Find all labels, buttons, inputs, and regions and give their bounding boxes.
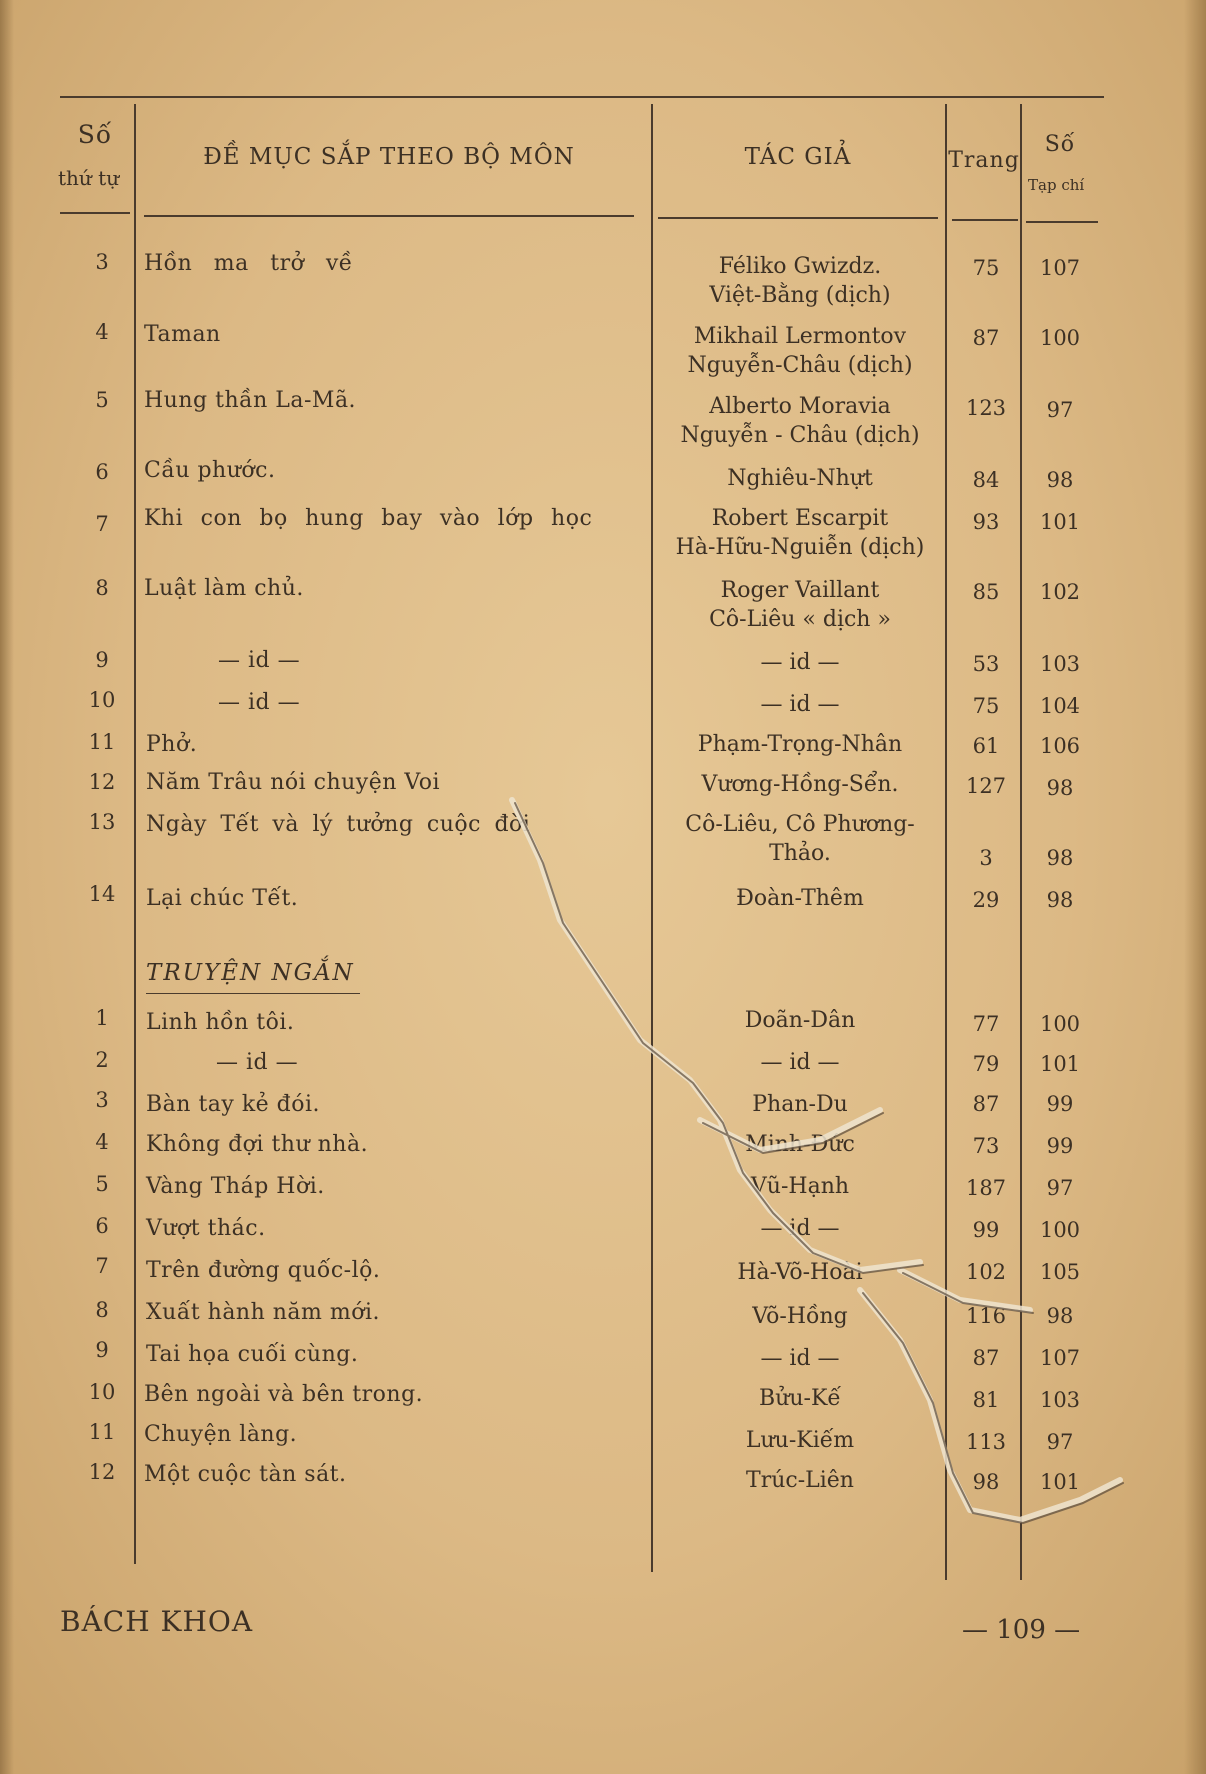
row-page: 127 bbox=[965, 774, 1007, 798]
row-author: Doãn-Dân bbox=[744, 1008, 856, 1033]
row-number: 4 bbox=[95, 1130, 109, 1154]
row-number: 11 bbox=[88, 1420, 116, 1444]
row-page: 75 bbox=[972, 256, 1000, 280]
row-title: Một cuộc tàn sát. bbox=[144, 1462, 347, 1487]
row-number: 10 bbox=[88, 1380, 116, 1404]
row-page: 87 bbox=[972, 1092, 1000, 1116]
row-author: Nghiêu-Nhựt bbox=[727, 466, 873, 491]
row-issue: 98 bbox=[1046, 846, 1074, 870]
row-issue: 102 bbox=[1039, 580, 1081, 604]
row-page: 29 bbox=[972, 888, 1000, 912]
row-author: — id — bbox=[760, 692, 840, 717]
row-author: Bửu-Kế bbox=[759, 1386, 841, 1411]
row-author: — id — bbox=[760, 1216, 840, 1241]
row-number: 5 bbox=[95, 388, 109, 412]
row-issue: 103 bbox=[1039, 652, 1081, 676]
row-title: Cầu phước. bbox=[144, 458, 276, 483]
row-page: 102 bbox=[965, 1260, 1007, 1284]
row-issue: 107 bbox=[1039, 1346, 1081, 1370]
row-title: Khi con bọ hung bay vào lớp học bbox=[144, 506, 593, 531]
row-author: Vũ-Hạnh bbox=[750, 1174, 850, 1199]
row-author: Phạm-Trọng-Nhân bbox=[697, 732, 903, 757]
row-issue: 100 bbox=[1039, 326, 1081, 350]
row-number: 9 bbox=[95, 1338, 109, 1362]
row-page: 113 bbox=[965, 1430, 1007, 1454]
row-issue: 101 bbox=[1039, 510, 1081, 534]
row-number: 12 bbox=[88, 1460, 116, 1484]
row-issue: 99 bbox=[1046, 1134, 1074, 1158]
row-title: Hung thần La-Mã. bbox=[144, 388, 357, 413]
row-number: 7 bbox=[95, 512, 109, 536]
magazine-name: BÁCH KHOA bbox=[60, 1605, 254, 1638]
row-title: Không đợi thư nhà. bbox=[146, 1132, 369, 1157]
row-author: Phan-Du bbox=[752, 1092, 848, 1117]
row-number: 4 bbox=[95, 320, 109, 344]
header-page-column: Trang bbox=[948, 148, 1020, 173]
row-page: 93 bbox=[972, 510, 1000, 534]
row-number: 10 bbox=[88, 688, 116, 712]
row-page: 87 bbox=[972, 1346, 1000, 1370]
row-title: — id — bbox=[216, 1050, 299, 1075]
row-author: Lưu-Kiếm bbox=[745, 1428, 855, 1453]
row-number: 6 bbox=[95, 1214, 109, 1238]
page-number: — 109 — bbox=[962, 1615, 1081, 1645]
row-title: Luật làm chủ. bbox=[144, 576, 304, 601]
row-author: Mikhail Lermontov Nguyễn-Châu (dịch) bbox=[687, 324, 913, 378]
row-page: 81 bbox=[972, 1388, 1000, 1412]
row-title: Bên ngoài và bên trong. bbox=[144, 1382, 424, 1407]
header-no-line2: thứ tự bbox=[58, 166, 120, 190]
row-number: 13 bbox=[88, 810, 116, 834]
row-author: Féliko Gwizdz. Việt-Bằng (dịch) bbox=[709, 254, 891, 308]
row-issue: 107 bbox=[1039, 256, 1081, 280]
row-number: 8 bbox=[95, 1298, 109, 1322]
row-author: Minh-Đức bbox=[745, 1132, 855, 1157]
row-author: Đoàn-Thêm bbox=[736, 886, 864, 911]
row-title: — id — bbox=[218, 690, 301, 715]
row-author: Roger Vaillant Cô-Liêu « dịch » bbox=[709, 578, 891, 632]
row-page: 77 bbox=[972, 1012, 1000, 1036]
header-issue-line1: Số bbox=[1044, 132, 1076, 157]
row-page: 123 bbox=[965, 396, 1007, 420]
row-author: Vương-Hồng-Sển. bbox=[701, 772, 899, 797]
row-number: 2 bbox=[95, 1048, 109, 1072]
row-title: Phở. bbox=[146, 732, 198, 757]
row-title: — id — bbox=[218, 648, 301, 673]
row-author: Cô-Liêu, Cô Phương- Thảo. bbox=[685, 812, 915, 866]
row-issue: 98 bbox=[1046, 776, 1074, 800]
row-page: 84 bbox=[972, 468, 1000, 492]
row-author: — id — bbox=[760, 1346, 840, 1371]
row-number: 12 bbox=[88, 770, 116, 794]
row-page: 187 bbox=[965, 1176, 1007, 1200]
row-title: Ngày Tết và lý tưởng cuộc đời bbox=[146, 812, 531, 837]
row-author: Võ-Hồng bbox=[752, 1304, 848, 1329]
row-number: 7 bbox=[95, 1254, 109, 1278]
row-issue: 98 bbox=[1046, 468, 1074, 492]
row-page: 85 bbox=[972, 580, 1000, 604]
row-number: 3 bbox=[95, 250, 109, 274]
row-title: Vượt thác. bbox=[146, 1216, 266, 1241]
header-author-column: TÁC GIẢ bbox=[744, 144, 852, 170]
row-title: Lại chúc Tết. bbox=[146, 886, 299, 911]
row-author: — id — bbox=[760, 1050, 840, 1075]
row-title: Tai họa cuối cùng. bbox=[146, 1342, 359, 1367]
row-issue: 97 bbox=[1046, 398, 1074, 422]
row-page: 3 bbox=[979, 846, 993, 870]
row-page: 75 bbox=[972, 694, 1000, 718]
row-number: 1 bbox=[95, 1006, 109, 1030]
row-author: Hà-Võ-Hoài bbox=[737, 1260, 863, 1285]
row-issue: 100 bbox=[1039, 1012, 1081, 1036]
row-issue: 98 bbox=[1046, 888, 1074, 912]
row-page: 73 bbox=[972, 1134, 1000, 1158]
row-issue: 105 bbox=[1039, 1260, 1081, 1284]
row-title: Vàng Tháp Hời. bbox=[146, 1174, 325, 1199]
row-title: Bàn tay kẻ đói. bbox=[146, 1092, 321, 1117]
row-number: 14 bbox=[88, 882, 116, 906]
row-issue: 101 bbox=[1039, 1052, 1081, 1076]
row-author: Alberto Moravia Nguyễn - Châu (dịch) bbox=[680, 394, 920, 448]
row-author: Robert Escarpit Hà-Hữu-Nguiễn (dịch) bbox=[675, 506, 925, 560]
row-issue: 99 bbox=[1046, 1092, 1074, 1116]
row-issue: 97 bbox=[1046, 1430, 1074, 1454]
section-heading: TRUYỆN NGẮN bbox=[146, 960, 355, 986]
row-title: Trên đường quốc-lộ. bbox=[146, 1258, 381, 1283]
row-issue: 106 bbox=[1039, 734, 1081, 758]
row-issue: 98 bbox=[1046, 1304, 1074, 1328]
header-issue-line2: Tạp chí bbox=[1028, 176, 1085, 194]
row-author: — id — bbox=[760, 650, 840, 675]
row-title: Taman bbox=[144, 322, 221, 347]
row-issue: 103 bbox=[1039, 1388, 1081, 1412]
row-page: 61 bbox=[972, 734, 1000, 758]
row-title: Linh hồn tôi. bbox=[146, 1010, 295, 1035]
row-page: 99 bbox=[972, 1218, 1000, 1242]
row-issue: 97 bbox=[1046, 1176, 1074, 1200]
row-number: 9 bbox=[95, 648, 109, 672]
row-number: 5 bbox=[95, 1172, 109, 1196]
header-no-line1: Số bbox=[77, 120, 113, 149]
row-issue: 101 bbox=[1039, 1470, 1081, 1494]
row-issue: 100 bbox=[1039, 1218, 1081, 1242]
header-title-column: ĐỀ MỤC SẮP THEO BỘ MÔN bbox=[203, 144, 575, 170]
row-page: 79 bbox=[972, 1052, 1000, 1076]
row-number: 8 bbox=[95, 576, 109, 600]
row-number: 6 bbox=[95, 460, 109, 484]
row-issue: 104 bbox=[1039, 694, 1081, 718]
row-title: Chuyện làng. bbox=[144, 1422, 298, 1447]
row-page: 98 bbox=[972, 1470, 1000, 1494]
row-author: Trúc-Liên bbox=[746, 1468, 854, 1493]
row-title: Năm Trâu nói chuyện Voi bbox=[146, 770, 441, 795]
row-page: 53 bbox=[972, 652, 1000, 676]
row-page: 87 bbox=[972, 326, 1000, 350]
row-title: Xuất hành năm mới. bbox=[146, 1300, 381, 1325]
row-number: 11 bbox=[88, 730, 116, 754]
row-number: 3 bbox=[95, 1088, 109, 1112]
row-title: Hồn ma trở về bbox=[144, 251, 353, 276]
row-page: 116 bbox=[965, 1304, 1007, 1328]
